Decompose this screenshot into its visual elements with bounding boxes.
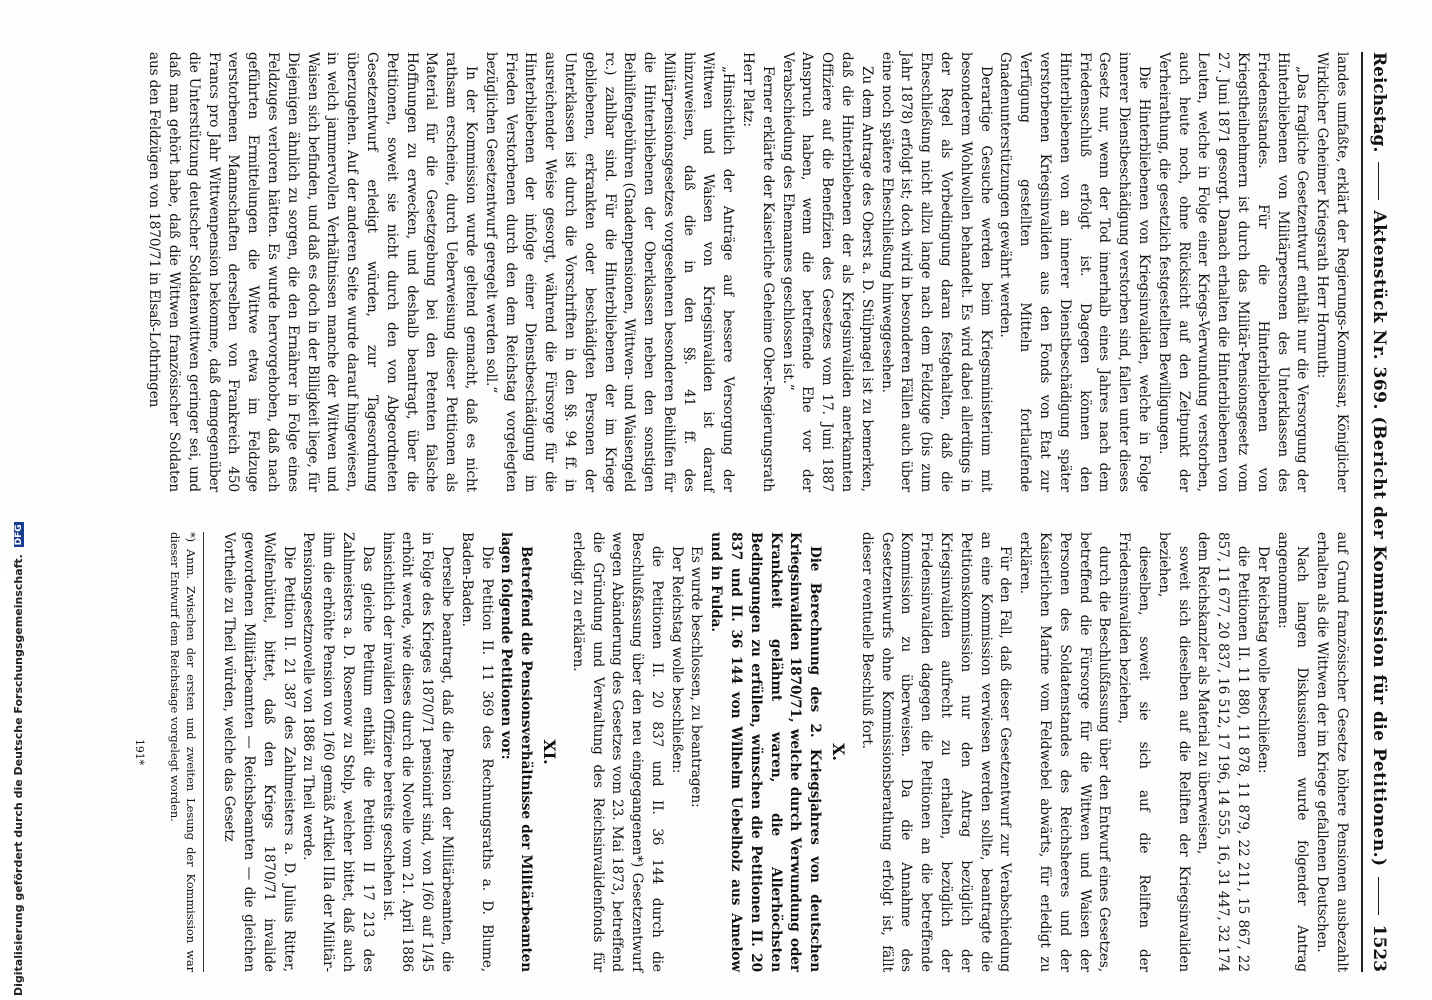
footnote: *) Anm. Zwischen der ersten und zweiten Lesung der Kommission war dieser Entwurf dem Reichstage vorgelegt worden.: [167, 532, 204, 972]
section-heading-x: X.: [829, 743, 849, 761]
motion-item: dieselben, soweit sie sich auf die Reliften der Friedensinvaliden beziehen,: [1116, 532, 1153, 972]
page-header: [1361, 52, 1395, 972]
header-title: Aktenstück Nr. 369. (Bericht der Kommission für die Petitionen.): [1369, 210, 1389, 867]
paragraph: auf Grund französischer Gesetze höhere Pensionen ausbezahlt erhalten als die Wittwen der im Kriege gefallenen Deutschen.: [1314, 532, 1350, 972]
paragraph: Betreffend die Pensionsverhältnisse der Militärbeamten lagen folgende Petitionen vor:: [498, 532, 535, 972]
motion-item: die Petitionen II. 11 880, 11 878, 11 879, 22 211, 15 867, 22 857, 11 677, 20 837, 16 512, 17 196, 14 555, 16, 31 447, 32 174 dem Reichskanzler als Material zu überweisen,: [1195, 532, 1252, 972]
section-heading-xi: XI.: [539, 739, 559, 765]
digitization-credit: [12, 522, 25, 996]
paragraph: Es wurde beschlossen, zu beantragen:: [688, 546, 705, 808]
dfg-logo: DFG: [14, 524, 24, 546]
credit-text: Digitalisierung gefördert durch die Deutsche Forschungsgemeinschaft.: [12, 554, 25, 996]
paragraph: Für den Fall, daß dieser Gesetzentwurf zur Verabschiedung an eine Kommission verwiesen werden sollte, beantragte die Petitionskommission nur den Antrag bezüglich der Kriegsinvaliden aufrecht zu erhalten, bezüglich der Friedensinvaliden dagegen die Petitionen an die betreffende Kommission zu überweisen. Da die Annahme des Gesetzentwurfs ohne Kommissionsberathung erfolgt ist, fällt dieser eventuelle Beschluß fort.: [858, 532, 1014, 972]
header-rule: [1379, 162, 1380, 200]
paragraph: Der Reichstag wolle beschließen:: [668, 546, 685, 774]
paragraph: Das gleiche Petitum enthält die Petition II 17 213 des Zahlmeisters a. D. Rosenow zu Stolp, welcher bittet, daß auch ihm die erhöhte Pension von 1/60 gemäß Artikel IIIa der Militär-Pensionsgesetznovelle von 1886 zu Theil werde.: [300, 532, 376, 972]
printer-signature: 191*: [133, 738, 147, 766]
paragraph: Zu dem Antrage des Oberst a. D. Stülpnagel ist zu bemerken, daß die Hinterbliebenen der als Kriegsinvaliden anerkannten Offiziere auf die Benefizien des Gesetzes vom 17. Juni 1887 Anspruch haben, wenn die betreffende Ehe vor der Verabschiedung des Ehemannes geschlossen ist.“: [779, 52, 875, 492]
right-column: [111, 532, 1351, 972]
header-rule: [1379, 877, 1380, 915]
paragraph: Derartige Gesuche werden beim Kriegsministerium mit besonderem Wohlwollen behandelt. Es wird dabei allerdings in der Regel als Vorbedingung daran festgehalten, daß die Eheschließung nicht allzu lange nach dem Feldzuge (bis zum Jahr 1878) erfolgt ist; doch wird in besonderen Fällen auch über eine noch spätere Eheschließung hinweggesehen.: [878, 52, 994, 492]
motion-item: soweit sich dieselben auf die Reliften der Kriegsinvaliden beziehen,: [1155, 532, 1192, 972]
rotated-page-content: [65, 52, 1395, 972]
paragraph: Die Petition II. 21 387 des Zahlmeisters a. D. Julius Ritter, Wolfenbüttel, bittet, daß den Kriegs 1870/71 invalide gewordenen Militärbeamten — Reichsbeamten — die gleichen Vortheile zu Theil würden, welche das Gesetz: [221, 532, 297, 972]
paragraph: Derselbe beantragt, daß die Pension der Militärbeamten, die in Folge des Krieges 1870/71 pensionirt sind, von 1/60 auf 1/45 erhöht werde, wie dieses durch die Novelle vom 21. April 1886 hinsichtlich der invaliden Offiziere bereits geschehen ist.: [379, 532, 455, 972]
left-column: [111, 52, 1351, 492]
page-number: 1523: [1369, 924, 1389, 972]
text-columns: [111, 52, 1351, 972]
paragraph: Die Petition II. 11 369 des Rechnungsraths a. D. Blume, Baden-Baden.: [458, 532, 495, 972]
header-left: Reichstag.: [1369, 52, 1389, 153]
paragraph: Die Berechnung des 2. Kriegsjahres von deutschen Kriegsinvaliden 1870/71, welche durch Verwundung oder Krankheit gelähmt waren, die Allerhöchsten Bedingungen zu erfüllen, wünschen die Petitionen II. 20 837 und II. 36 144 von Wilhelm Uebelholz aus Amelow und in Fulda.: [708, 532, 824, 972]
paragraph: Die Hinterbliebenen von Kriegsinvaliden, welche in Folge innerer Dienstbeschädigung verstorben sind, fallen unter dieses Gesetz nur, wenn der Tod innerhalb eines Jahres nach dem Friedensschluß erfolgt ist. Dagegen können den Hinterbliebenen von an innerer Dienstbeschädigung später verstorbenen Kriegsinvaliden aus den Fonds von Etat zur Verfügung gestellten Mitteln fortlaufende Gnadenunterstützungen gewährt werden.: [997, 52, 1153, 492]
paragraph: landes umfaßte, erklärt der Regierungs-Kommissar, Königlicher Wirklicher Geheimer Kriegsrath Herr Hormuth:: [1314, 52, 1350, 492]
paragraph: Der Reichstag wolle beschließen:: [1254, 546, 1271, 774]
motion-item: die Petitionen II. 20 837 und II. 36 144 durch die Beschlußfassung über den neu eingegangenen*) Gesetzentwurf wegen Abänderung des Gesetzes vom 23. Mai 1873, betreffend die Gründung und Verwaltung des Reichsinvalidenfonds für erledigt zu erklären.: [569, 532, 665, 972]
paragraph: Nach langen Diskussionen wurde folgender Antrag angenommen:: [1274, 532, 1311, 972]
paragraph: Ferner erklärte der Kaiserliche Geheime Ober-Regierungsrath Herr Platz:: [740, 52, 776, 492]
paragraph: In der Kommission wurde geltend gemacht, daß es nicht rathsam erscheine, durch Ueberweisung dieser Petitionen als Material für die Gesetzgebung bei den Petenten falsche Hoffnungen zu erwecken, und deshalb beantragt, über die Petitionen, soweit sie nicht durch den von Abgeordneten Gesetzentwurf erledigt würden, zur Tagesordnung überzugehen. Auf der anderen Seite wurde darauf hingewiesen, in welch jammervollen Verhältnissen manche der Wittwen und Waisen sich befinden, und daß es doch in der Billigkeit liege, für Diejenigen ähnlich zu sorgen, die den Ernährer in Folge eines Feldzuges verloren hätten. Es wurde hervorgehoben, daß nach geführten Ermittelungen die Wittwe etwa im Feldzuge verstorbenen Mannschaften derselben von Frankreich 450 Francs pro Jahr Wittwenpension bekomme, daß demgegenüber die Unterstützung deutscher Soldatenwittwen geringer sei, und daß man gehört habe, daß die Wittwen französischer Soldaten aus den Feldzügen von 1870/71 in Elsaß-Lothringen: [146, 52, 479, 492]
paragraph: „Das fragliche Gesetzentwurf enthält nur die Versorgung der Hinterbliebenen von Militärpersonen des Unterklassen des Friedensstandes. Für die Hinterbliebenen von Kriegstheilnehmern ist durch das Militär-Pensionsgesetz vom 27. Juni 1871 gesorgt. Danach erhalten die Hinterbliebenen von Leuten, welche in Folge einer Kriegs-Verwundung verstorben, auch heute noch, ohne Rücksicht auf den Zeitpunkt der Verheirathung, die gesetzlich festgestellten Bewilligungen.: [1155, 52, 1311, 492]
paragraph: „Hinsichtlich der Anträge auf bessere Versorgung der Wittwen und Waisen von Kriegsinvaliden ist darauf hinzuweisen, daß die in den §§. 41 ff. des Militärpensionsgesetzes vorgesehenen besonderen Beihilfen für die Hinterbliebenen der Oberklassen neben den sonstigen Beihilfengebühren (Gnadenpensionen, Wittwen- und Waisengeld rc.) zahlbar sind. Für die Hinterbliebenen der im Kriege gebliebenen, erkrankten oder beschädigten Personen der Unterklassen ist durch die Vorschriften in den §§. 94 ff. in ausreichender Weise gesorgt, während die Fürsorge für die Hinterbliebenen der infolge einer Dienstbeschädigung im Frieden Verstorbenen durch den dem Reichstag vorgelegten bezüglichen Gesetzentwurf geregelt werden soll.“: [482, 52, 737, 492]
motion-item: durch die Beschlußfassung über den Entwurf eines Gesetzes, betreffend die Fürsorge für die Wittwen und Waisen der Personen des Soldatenstandes des Reichsheeres und der Kaiserlichen Marine vom Feldwebel abwärts, für erledigt zu erklären.: [1017, 532, 1113, 972]
